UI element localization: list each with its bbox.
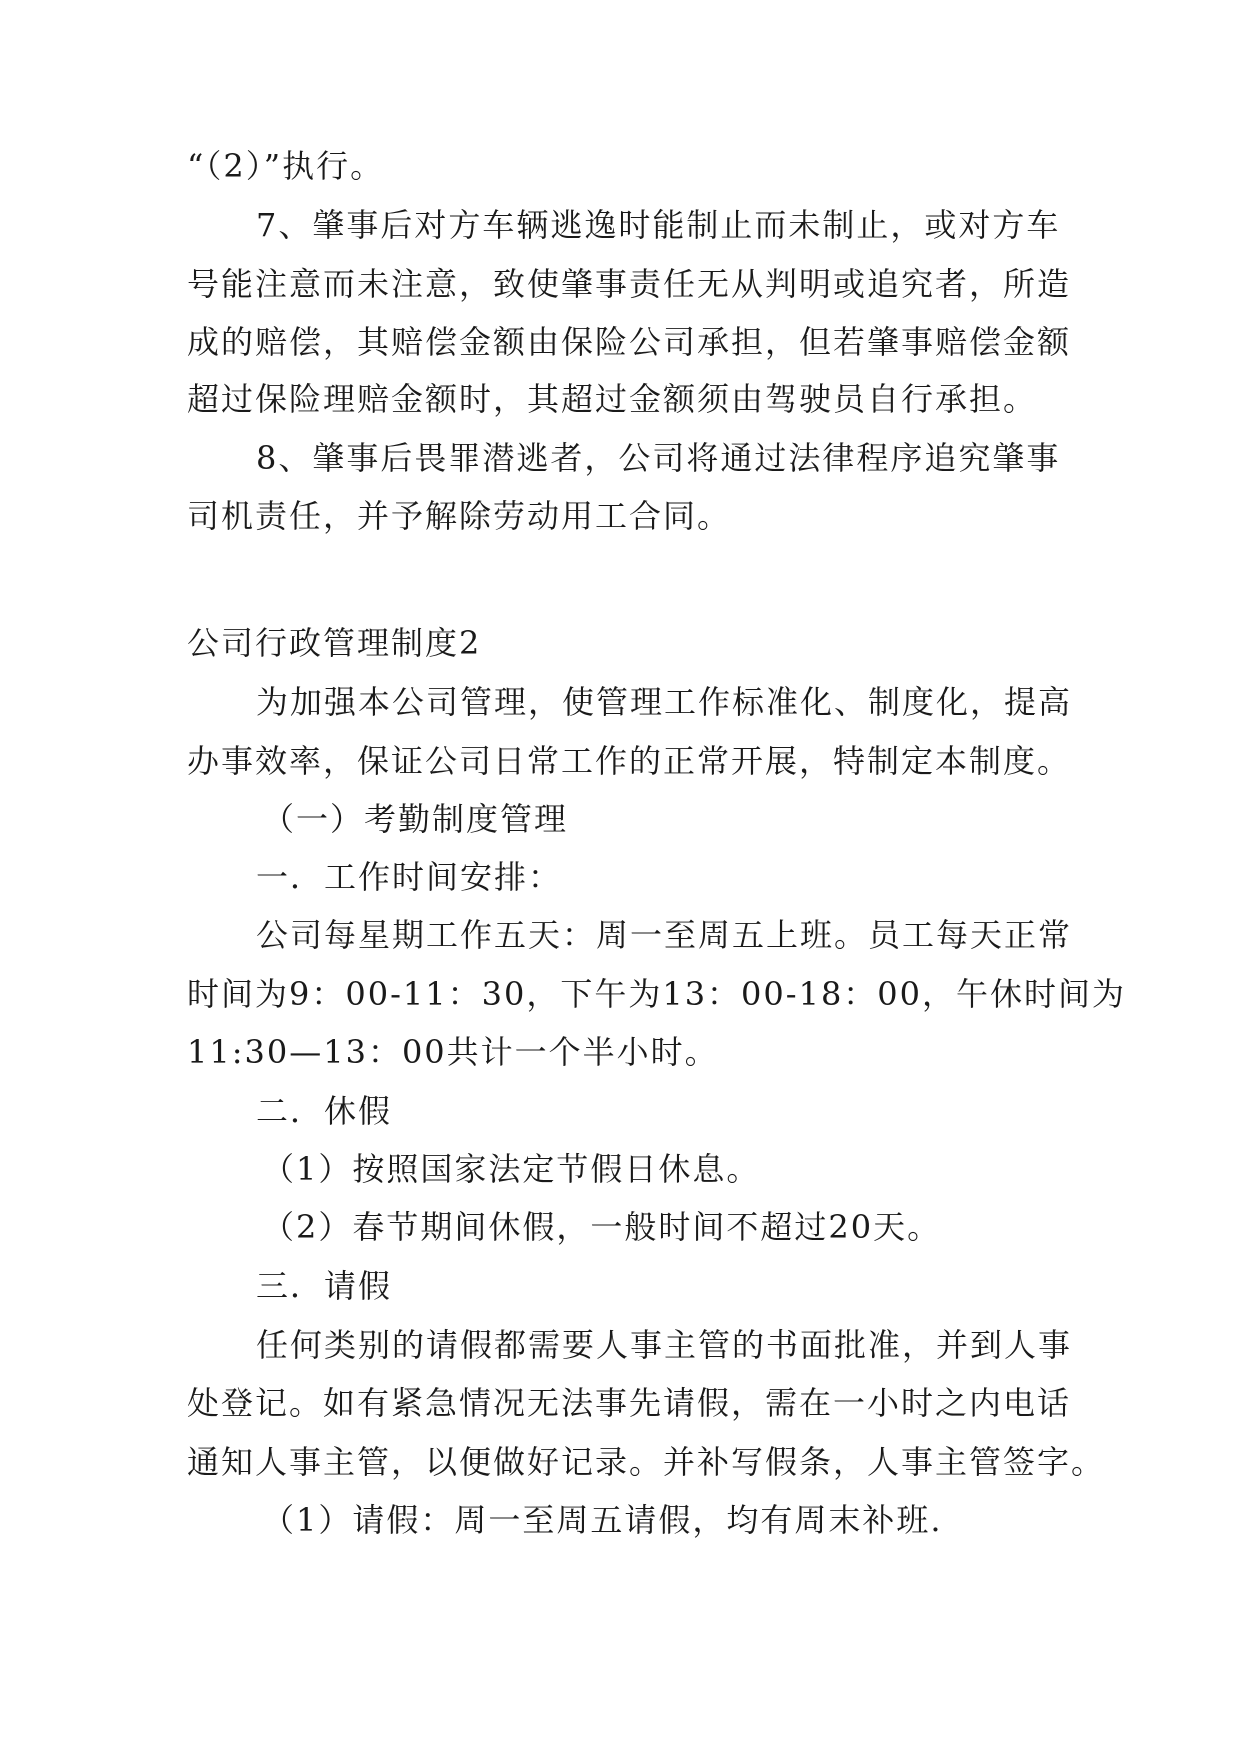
text-line: 任何类别的请假都需要人事主管的书面批准，并到人事 — [256, 1326, 1073, 1364]
text-line: 时间为9：00-11：30，下午为13：00-18：00，午休时间为 — [187, 975, 1127, 1013]
list-item: （1）请假：周一至周五请假，均有周末补班. — [262, 1501, 943, 1539]
text-line: 办事效率，保证公司日常工作的正常开展，特制定本制度。 — [187, 742, 1072, 780]
list-item: （2）春节期间休假，一般时间不超过20天。 — [262, 1208, 942, 1246]
text-line: 处登记。如有紧急情况无法事先请假，需在一小时之内电话 — [187, 1384, 1072, 1422]
text-line: 7、肇事后对方车辆逃逸时能制止而未制止，或对方车 — [256, 206, 1061, 244]
text-line: 8、肇事后畏罪潜逃者，公司将通过法律程序追究肇事 — [256, 439, 1061, 477]
list-item: （1）按照国家法定节假日休息。 — [262, 1150, 761, 1188]
subsection-heading: 二．休假 — [256, 1092, 393, 1130]
text-line: 成的赔偿，其赔偿金额由保险公司承担，但若肇事赔偿金额 — [187, 323, 1072, 361]
subsection-heading: 一．工作时间安排： — [256, 858, 563, 896]
subsection-heading: （一）考勤制度管理 — [262, 800, 569, 838]
text-line: 11:30—13：00共计一个半小时。 — [187, 1033, 719, 1071]
text-line: “（2）”执行。 — [187, 147, 385, 185]
text-line: 超过保险理赔金额时，其超过金额须由驾驶员自行承担。 — [187, 380, 1038, 418]
text-line: 公司每星期工作五天：周一至周五上班。员工每天正常 — [256, 916, 1073, 954]
section-heading: 公司行政管理制度2 — [187, 624, 482, 662]
text-line: 为加强本公司管理，使管理工作标准化、制度化，提高 — [256, 683, 1073, 721]
text-line: 司机责任，并予解除劳动用工合同。 — [187, 497, 732, 535]
subsection-heading: 三．请假 — [256, 1267, 393, 1305]
text-line: 通知人事主管，以便做好记录。并补写假条，人事主管签字。 — [187, 1443, 1106, 1481]
text-line: 号能注意而未注意，致使肇事责任无从判明或追究者，所造 — [187, 265, 1072, 303]
